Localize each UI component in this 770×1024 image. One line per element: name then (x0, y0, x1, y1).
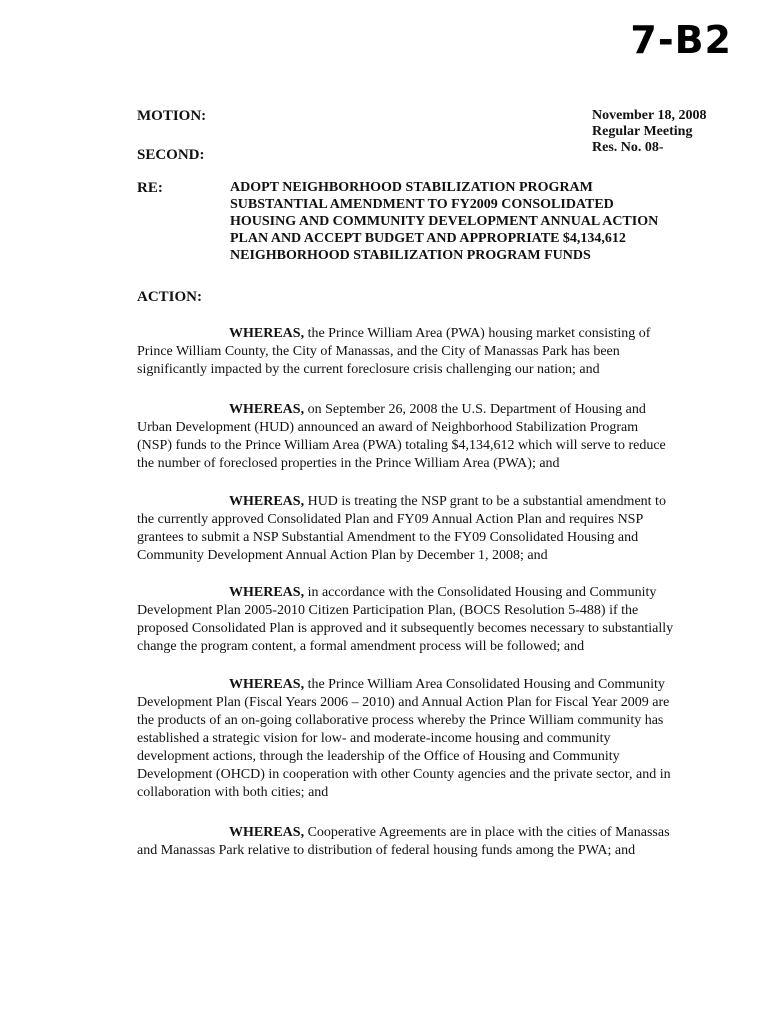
second-label: SECOND: (137, 147, 205, 163)
paragraph-line: in accordance with the Consolidated Housing and Community (304, 585, 657, 600)
paragraph-line: and Manassas Park relative to distribution of federal housing funds among the PWA; and (137, 843, 636, 858)
paragraph-line: collaboration with both cities; and (137, 785, 329, 800)
paragraph-line: significantly impacted by the current foreclosure crisis challenging our nation; and (137, 362, 600, 377)
meeting-type: Regular Meeting (592, 124, 693, 139)
paragraph-line: the number of foreclosed properties in the Prince William Area (PWA); and (137, 456, 560, 471)
meeting-info-block (592, 108, 706, 156)
whereas-keyword: WHEREAS, (229, 825, 305, 840)
re-line: NEIGHBORHOOD STABILIZATION PROGRAM FUNDS (230, 248, 591, 263)
paragraph-line: change the program content, a formal amendment process will be followed; and (137, 639, 585, 654)
action-label: ACTION: (137, 289, 203, 305)
paragraph-line: Cooperative Agreements are in place with the cities of Manassas (304, 825, 670, 840)
paragraph-line: development actions, through the leadership of the Office of Housing and Community (137, 749, 620, 764)
paragraph-line: on September 26, 2008 the U.S. Department of Housing and (304, 402, 646, 417)
paragraph-line: the Prince William Area (PWA) housing market consisting of (304, 326, 651, 341)
re-line: SUBSTANTIAL AMENDMENT TO FY2009 CONSOLIDATED (230, 197, 614, 212)
whereas-paragraph (137, 493, 717, 565)
whereas-keyword: WHEREAS, (229, 326, 305, 341)
re-line: HOUSING AND COMMUNITY DEVELOPMENT ANNUAL ACTION (230, 214, 659, 229)
whereas-paragraph (137, 401, 717, 473)
whereas-keyword: WHEREAS, (229, 494, 305, 509)
re-line: ADOPT NEIGHBORHOOD STABILIZATION PROGRAM (230, 180, 593, 195)
whereas-keyword: WHEREAS, (229, 677, 305, 692)
whereas-keyword: WHEREAS, (229, 585, 305, 600)
re-label: RE: (137, 180, 163, 196)
paragraph-line: HUD is treating the NSP grant to be a substantial amendment to (304, 494, 666, 509)
paragraph-line: the products of an on-going collaborative process whereby the Prince William community has (137, 713, 664, 728)
resolution-number: Res. No. 08- (592, 140, 664, 155)
paragraph-line: proposed Consolidated Plan is approved and it subsequently becomes necessary to substantially (137, 621, 674, 636)
paragraph-line: Development Plan (Fiscal Years 2006 – 2010) and Annual Action Plan for Fiscal Year 2009 are (137, 695, 670, 710)
paragraph-line: grantees to submit a NSP Substantial Amendment to the FY09 Consolidated Housing and (137, 530, 639, 545)
whereas-paragraph (137, 676, 717, 802)
paragraph-line: Development (OHCD) in cooperation with other County agencies and the private sector, and in (137, 767, 671, 782)
paragraph-line: Prince William County, the City of Manassas, and the City of Manassas Park has been (137, 344, 620, 359)
paragraph-line: the Prince William Area Consolidated Housing and Community (304, 677, 665, 692)
paragraph-line: Urban Development (HUD) announced an award of Neighborhood Stabilization Program (137, 420, 639, 435)
agenda-item-tag: 7-B2 (630, 18, 732, 62)
whereas-keyword: WHEREAS, (229, 402, 305, 417)
whereas-paragraph (137, 584, 717, 656)
whereas-paragraph (137, 824, 717, 860)
paragraph-line: Community Development Annual Action Plan by December 1, 2008; and (137, 548, 548, 563)
motion-second-block (137, 106, 206, 165)
motion-label: MOTION: (137, 108, 207, 124)
re-line: PLAN AND ACCEPT BUDGET AND APPROPRIATE $4,134,612 (230, 231, 626, 246)
meeting-date: November 18, 2008 (592, 108, 707, 123)
paragraph-line: Development Plan 2005-2010 Citizen Participation Plan, (BOCS Resolution 5-488) if the (137, 603, 639, 618)
paragraph-line: established a strategic vision for low- and moderate-income housing and community (137, 731, 611, 746)
paragraph-line: (NSP) funds to the Prince William Area (PWA) totaling $4,134,612 which will serve to reduce (137, 438, 666, 453)
re-subject (230, 179, 710, 264)
paragraph-line: the currently approved Consolidated Plan and FY09 Annual Action Plan and requires NSP (137, 512, 644, 527)
whereas-paragraph (137, 325, 717, 379)
